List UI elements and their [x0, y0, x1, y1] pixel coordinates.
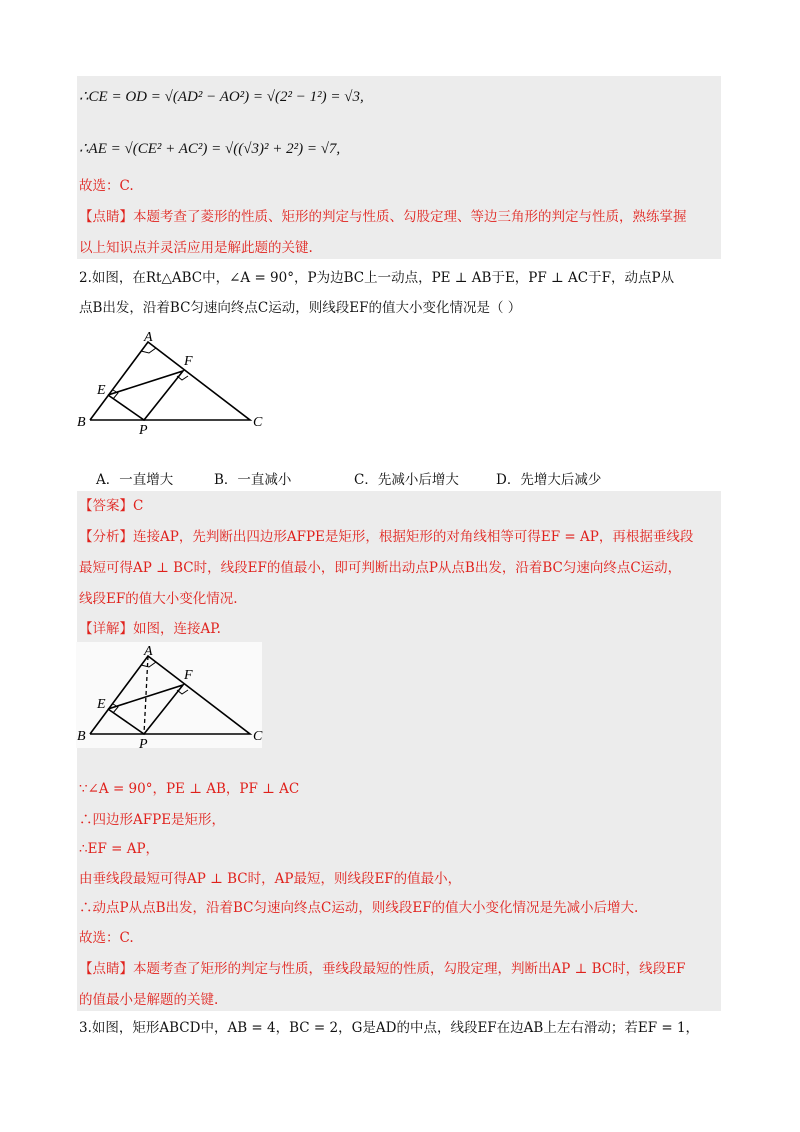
prev-answer: 故选：C. [79, 178, 134, 194]
option-c: C．先减小后增大 [354, 472, 459, 488]
label-f: F [184, 668, 193, 683]
answer-line [79, 497, 143, 515]
detail-intro: 如图，连接AP. [133, 621, 221, 637]
step-4: 由垂线段最短可得AP ⊥ BC时，AP最短，则线段EF的值最小， [79, 871, 462, 887]
step-5: ∴动点P从点B出发，沿着BC匀速向终点C运动，则线段EF的值大小变化情况是先减小后增大. [79, 900, 639, 916]
q2-stem-line1: 2.如图，在Rt△ABC中，∠A = 90°，P为边BC上一动点，PE ⊥ AB于E，PF ⊥ AC于F，动点P从 [79, 270, 675, 286]
dashed-line-ap [144, 656, 148, 734]
label-b: B [77, 415, 86, 430]
comment-text: 本题考查了菱形的性质、矩形的判定与性质、勾股定理、等边三角形的判定与性质，熟练掌握 [133, 209, 687, 225]
comment-tag: 【点睛】 [79, 209, 133, 225]
step-2: ∴四边形AFPE是矩形， [79, 812, 226, 828]
answer-value: C [133, 498, 144, 514]
triangle-figure-solution [76, 642, 276, 748]
label-e: E [97, 697, 106, 712]
option-a: A．一直增大 [96, 472, 174, 488]
comment-line1 [79, 960, 685, 978]
comment-text: 本题考查了矩形的判定与性质，垂线段最短的性质，勾股定理，判断出AP ⊥ BC时，线段EF [133, 961, 686, 977]
comment-tag: 【点睛】 [79, 961, 133, 977]
option-b: B．一直减小 [214, 472, 292, 488]
label-a: A [144, 330, 153, 345]
step-6: 故选：C. [79, 930, 134, 946]
label-f: F [184, 354, 193, 369]
option-d: D．先增大后减少 [496, 472, 602, 488]
prev-comment-line1 [79, 208, 687, 226]
analysis-line2: 最短可得AP ⊥ BC时，线段EF的值最小，即可判断出动点P从点B出发，沿着BC匀速向终点C运动， [79, 560, 682, 576]
label-p: P [139, 737, 148, 748]
comment-line2: 的值最小是解题的关键. [79, 992, 219, 1008]
prev-solution-line1: ∴CE = OD = √(AD² − AO²) = √(2² − 1²) = √3, [79, 89, 364, 105]
detail-line [79, 620, 221, 638]
analysis-line1 [79, 528, 693, 546]
rectangle-afpe [108, 371, 183, 420]
label-b: B [77, 729, 86, 744]
q2-stem-line2: 点B出发，沿着BC匀速向终点C运动，则线段EF的值大小变化情况是（ ） [79, 300, 522, 316]
prev-solution-line2: ∴AE = √(CE² + AC²) = √((√3)² + 2²) = √7, [79, 141, 341, 157]
label-a: A [144, 644, 153, 659]
analysis-tag: 【分析】 [79, 529, 133, 545]
triangle-outline [90, 656, 250, 734]
step-3: ∴EF = AP， [79, 841, 160, 857]
answer-tag: 【答案】 [79, 498, 133, 514]
analysis-line3: 线段EF的值大小变化情况. [79, 591, 238, 607]
triangle-outline [90, 342, 250, 420]
step-1: ∵∠A = 90°，PE ⊥ AB，PF ⊥ AC [79, 781, 300, 797]
label-e: E [97, 383, 106, 398]
label-c: C [253, 415, 263, 430]
triangle-figure-question [76, 328, 276, 434]
analysis-text: 连接AP，先判断出四边形AFPE是矩形，根据矩形的对角线相等可得EF = AP，再根据垂线段 [133, 529, 694, 545]
prev-comment-line2: 以上知识点并灵活应用是解此题的关键. [79, 240, 313, 256]
q3-stem-line1: 3.如图，矩形ABCD中，AB = 4，BC = 2，G是AD的中点，线段EF在边AB上左右滑动；若EF = 1， [79, 1020, 700, 1036]
label-p: P [139, 423, 148, 434]
detail-tag: 【详解】 [79, 621, 133, 637]
label-c: C [253, 729, 263, 744]
